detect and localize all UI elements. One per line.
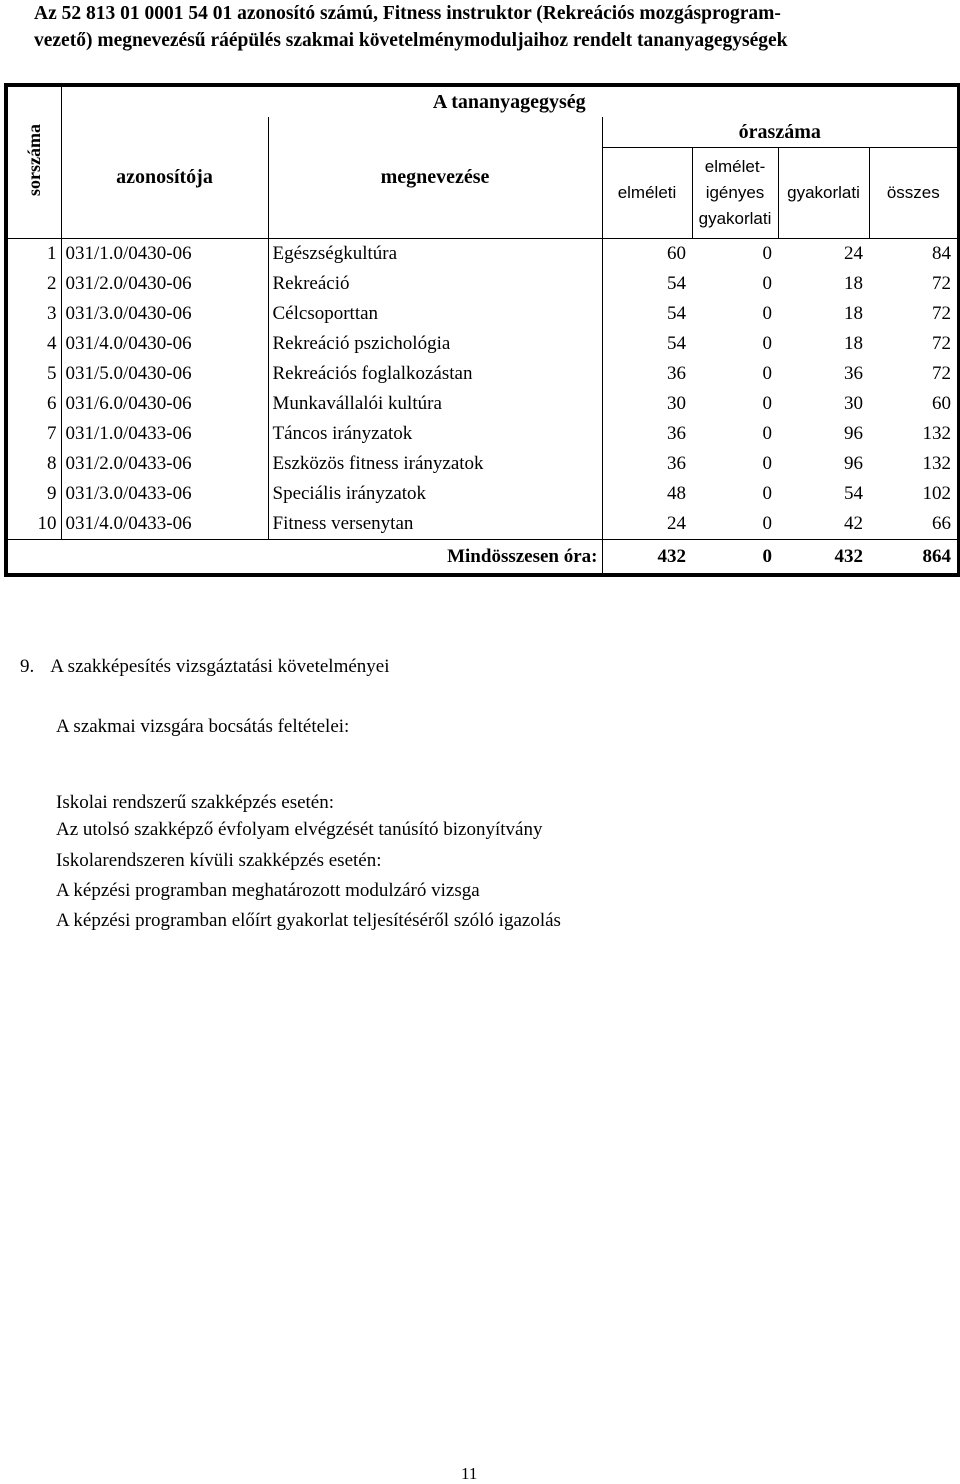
row-elmeleti: 54 <box>667 273 686 294</box>
table-row <box>6 359 959 389</box>
row-gyakorlati: 42 <box>844 513 863 534</box>
section-line-1: Iskolai rendszerű szakképzés esetén: <box>56 792 335 813</box>
section-line-4: A képzési programban meghatározott modulzáró vizsga <box>56 880 480 901</box>
row-elmeleti: 60 <box>667 243 686 264</box>
row-osszes: 60 <box>869 389 959 419</box>
page-number: 11 <box>461 1464 478 1483</box>
section-line-3: Iskolarendszeren kívüli szakképzés esetén: <box>56 850 382 871</box>
row-elmelet-igenyes: 0 <box>762 243 772 264</box>
row-code: 031/4.0/0433-06 <box>61 509 268 540</box>
table-row <box>6 389 959 419</box>
header-oraszama: óraszáma <box>602 117 959 148</box>
row-osszes: 66 <box>869 509 959 540</box>
row-number: 5 <box>6 359 61 389</box>
header-elmelet-igenyes: elmélet- igényes gyakorlati <box>692 148 778 239</box>
row-name: Munkavállalói kultúra <box>268 389 602 419</box>
row-osszes: 132 <box>869 419 959 449</box>
row-elmelet-igenyes: 0 <box>762 453 772 474</box>
table-row <box>6 509 959 540</box>
row-elmelet-igenyes: 0 <box>762 273 772 294</box>
row-code: 031/5.0/0430-06 <box>61 359 268 389</box>
row-elmeleti: 54 <box>667 333 686 354</box>
row-code: 031/1.0/0433-06 <box>61 419 268 449</box>
row-code: 031/3.0/0433-06 <box>61 479 268 509</box>
row-number: 7 <box>6 419 61 449</box>
row-name: Rekreáció pszichológia <box>268 329 602 359</box>
section-line-2: Az utolsó szakképző évfolyam elvégzését tanúsító bizonyítvány <box>56 819 543 840</box>
section-subheading: A szakmai vizsgára bocsátás feltételei: <box>56 716 350 737</box>
section-number: 9. <box>20 656 35 677</box>
total-gyakorlati: 432 <box>778 540 869 576</box>
row-number: 6 <box>6 389 61 419</box>
row-code: 031/3.0/0430-06 <box>61 299 268 329</box>
row-code: 031/2.0/0433-06 <box>61 449 268 479</box>
row-gyakorlati: 18 <box>844 333 863 354</box>
row-elmelet-igenyes: 0 <box>762 483 772 504</box>
header-osszes: összes <box>869 148 959 239</box>
table-row <box>6 449 959 479</box>
table-row <box>6 269 959 299</box>
header-gyakorlati: gyakorlati <box>778 148 869 239</box>
row-name: Fitness versenytan <box>268 509 602 540</box>
row-elmeleti: 48 <box>667 483 686 504</box>
row-osszes: 72 <box>869 269 959 299</box>
row-elmelet-igenyes: 0 <box>762 333 772 354</box>
row-osszes: 132 <box>869 449 959 479</box>
header-azonositoja: azonosítója <box>61 117 268 239</box>
total-row <box>6 540 959 576</box>
section-line-5: A képzési programban előírt gyakorlat teljesítéséről szóló igazolás <box>56 910 561 931</box>
row-osszes: 72 <box>869 329 959 359</box>
row-number: 9 <box>6 479 61 509</box>
table-row <box>6 239 959 270</box>
row-number: 1 <box>6 239 61 270</box>
total-elmelet-igenyes: 0 <box>692 540 778 576</box>
row-elmelet-igenyes: 0 <box>762 513 772 534</box>
section-title: A szakképesítés vizsgáztatási követelményei <box>50 656 390 677</box>
row-gyakorlati: 30 <box>844 393 863 414</box>
row-name: Célcsoporttan <box>268 299 602 329</box>
table-row <box>6 479 959 509</box>
row-gyakorlati: 36 <box>844 363 863 384</box>
row-elmelet-igenyes: 0 <box>762 393 772 414</box>
row-name: Eszközös fitness irányzatok <box>268 449 602 479</box>
total-label: Mindösszesen óra: <box>6 540 602 576</box>
row-elmeleti: 54 <box>667 303 686 324</box>
table-row <box>6 329 959 359</box>
row-number: 8 <box>6 449 61 479</box>
header-tananyagegyseg: A tananyagegység <box>61 85 959 117</box>
row-elmelet-igenyes: 0 <box>762 303 772 324</box>
document-title <box>34 0 944 54</box>
row-name: Rekreációs foglalkozástan <box>268 359 602 389</box>
row-name: Speciális irányzatok <box>268 479 602 509</box>
row-osszes: 84 <box>869 239 959 270</box>
row-code: 031/6.0/0430-06 <box>61 389 268 419</box>
curriculum-table <box>4 83 960 577</box>
row-gyakorlati: 24 <box>844 243 863 264</box>
table-row <box>6 299 959 329</box>
row-elmeleti: 36 <box>667 363 686 384</box>
row-number: 3 <box>6 299 61 329</box>
header-megnevezese: megnevezése <box>268 117 602 239</box>
row-number: 4 <box>6 329 61 359</box>
section-heading <box>20 655 390 679</box>
row-number: 2 <box>6 269 61 299</box>
row-osszes: 72 <box>869 299 959 329</box>
title-line-1: Az 52 813 01 0001 54 01 azonosító számú, Fitness instruktor (Rekreációs mozgásprogram- <box>34 3 781 24</box>
row-gyakorlati: 18 <box>844 303 863 324</box>
row-code: 031/1.0/0430-06 <box>61 239 268 270</box>
row-osszes: 102 <box>869 479 959 509</box>
row-osszes: 72 <box>869 359 959 389</box>
total-elmeleti: 432 <box>602 540 692 576</box>
row-elmeleti: 30 <box>667 393 686 414</box>
row-code: 031/2.0/0430-06 <box>61 269 268 299</box>
header-sorszama: sorszáma <box>6 85 61 239</box>
row-name: Rekreáció <box>268 269 602 299</box>
row-elmeleti: 36 <box>667 453 686 474</box>
row-elmelet-igenyes: 0 <box>762 363 772 384</box>
row-gyakorlati: 96 <box>844 423 863 444</box>
row-gyakorlati: 54 <box>844 483 863 504</box>
row-elmeleti: 24 <box>667 513 686 534</box>
table-row <box>6 419 959 449</box>
header-elmeleti: elméleti <box>602 148 692 239</box>
row-gyakorlati: 96 <box>844 453 863 474</box>
title-line-2: vezető) megnevezésű ráépülés szakmai követelménymoduljaihoz rendelt tananyagegységek <box>34 30 788 51</box>
row-name: Táncos irányzatok <box>268 419 602 449</box>
total-osszes: 864 <box>869 540 959 576</box>
row-gyakorlati: 18 <box>844 273 863 294</box>
row-code: 031/4.0/0430-06 <box>61 329 268 359</box>
row-number: 10 <box>6 509 61 540</box>
row-elmeleti: 36 <box>667 423 686 444</box>
row-elmelet-igenyes: 0 <box>762 423 772 444</box>
row-name: Egészségkultúra <box>268 239 602 270</box>
